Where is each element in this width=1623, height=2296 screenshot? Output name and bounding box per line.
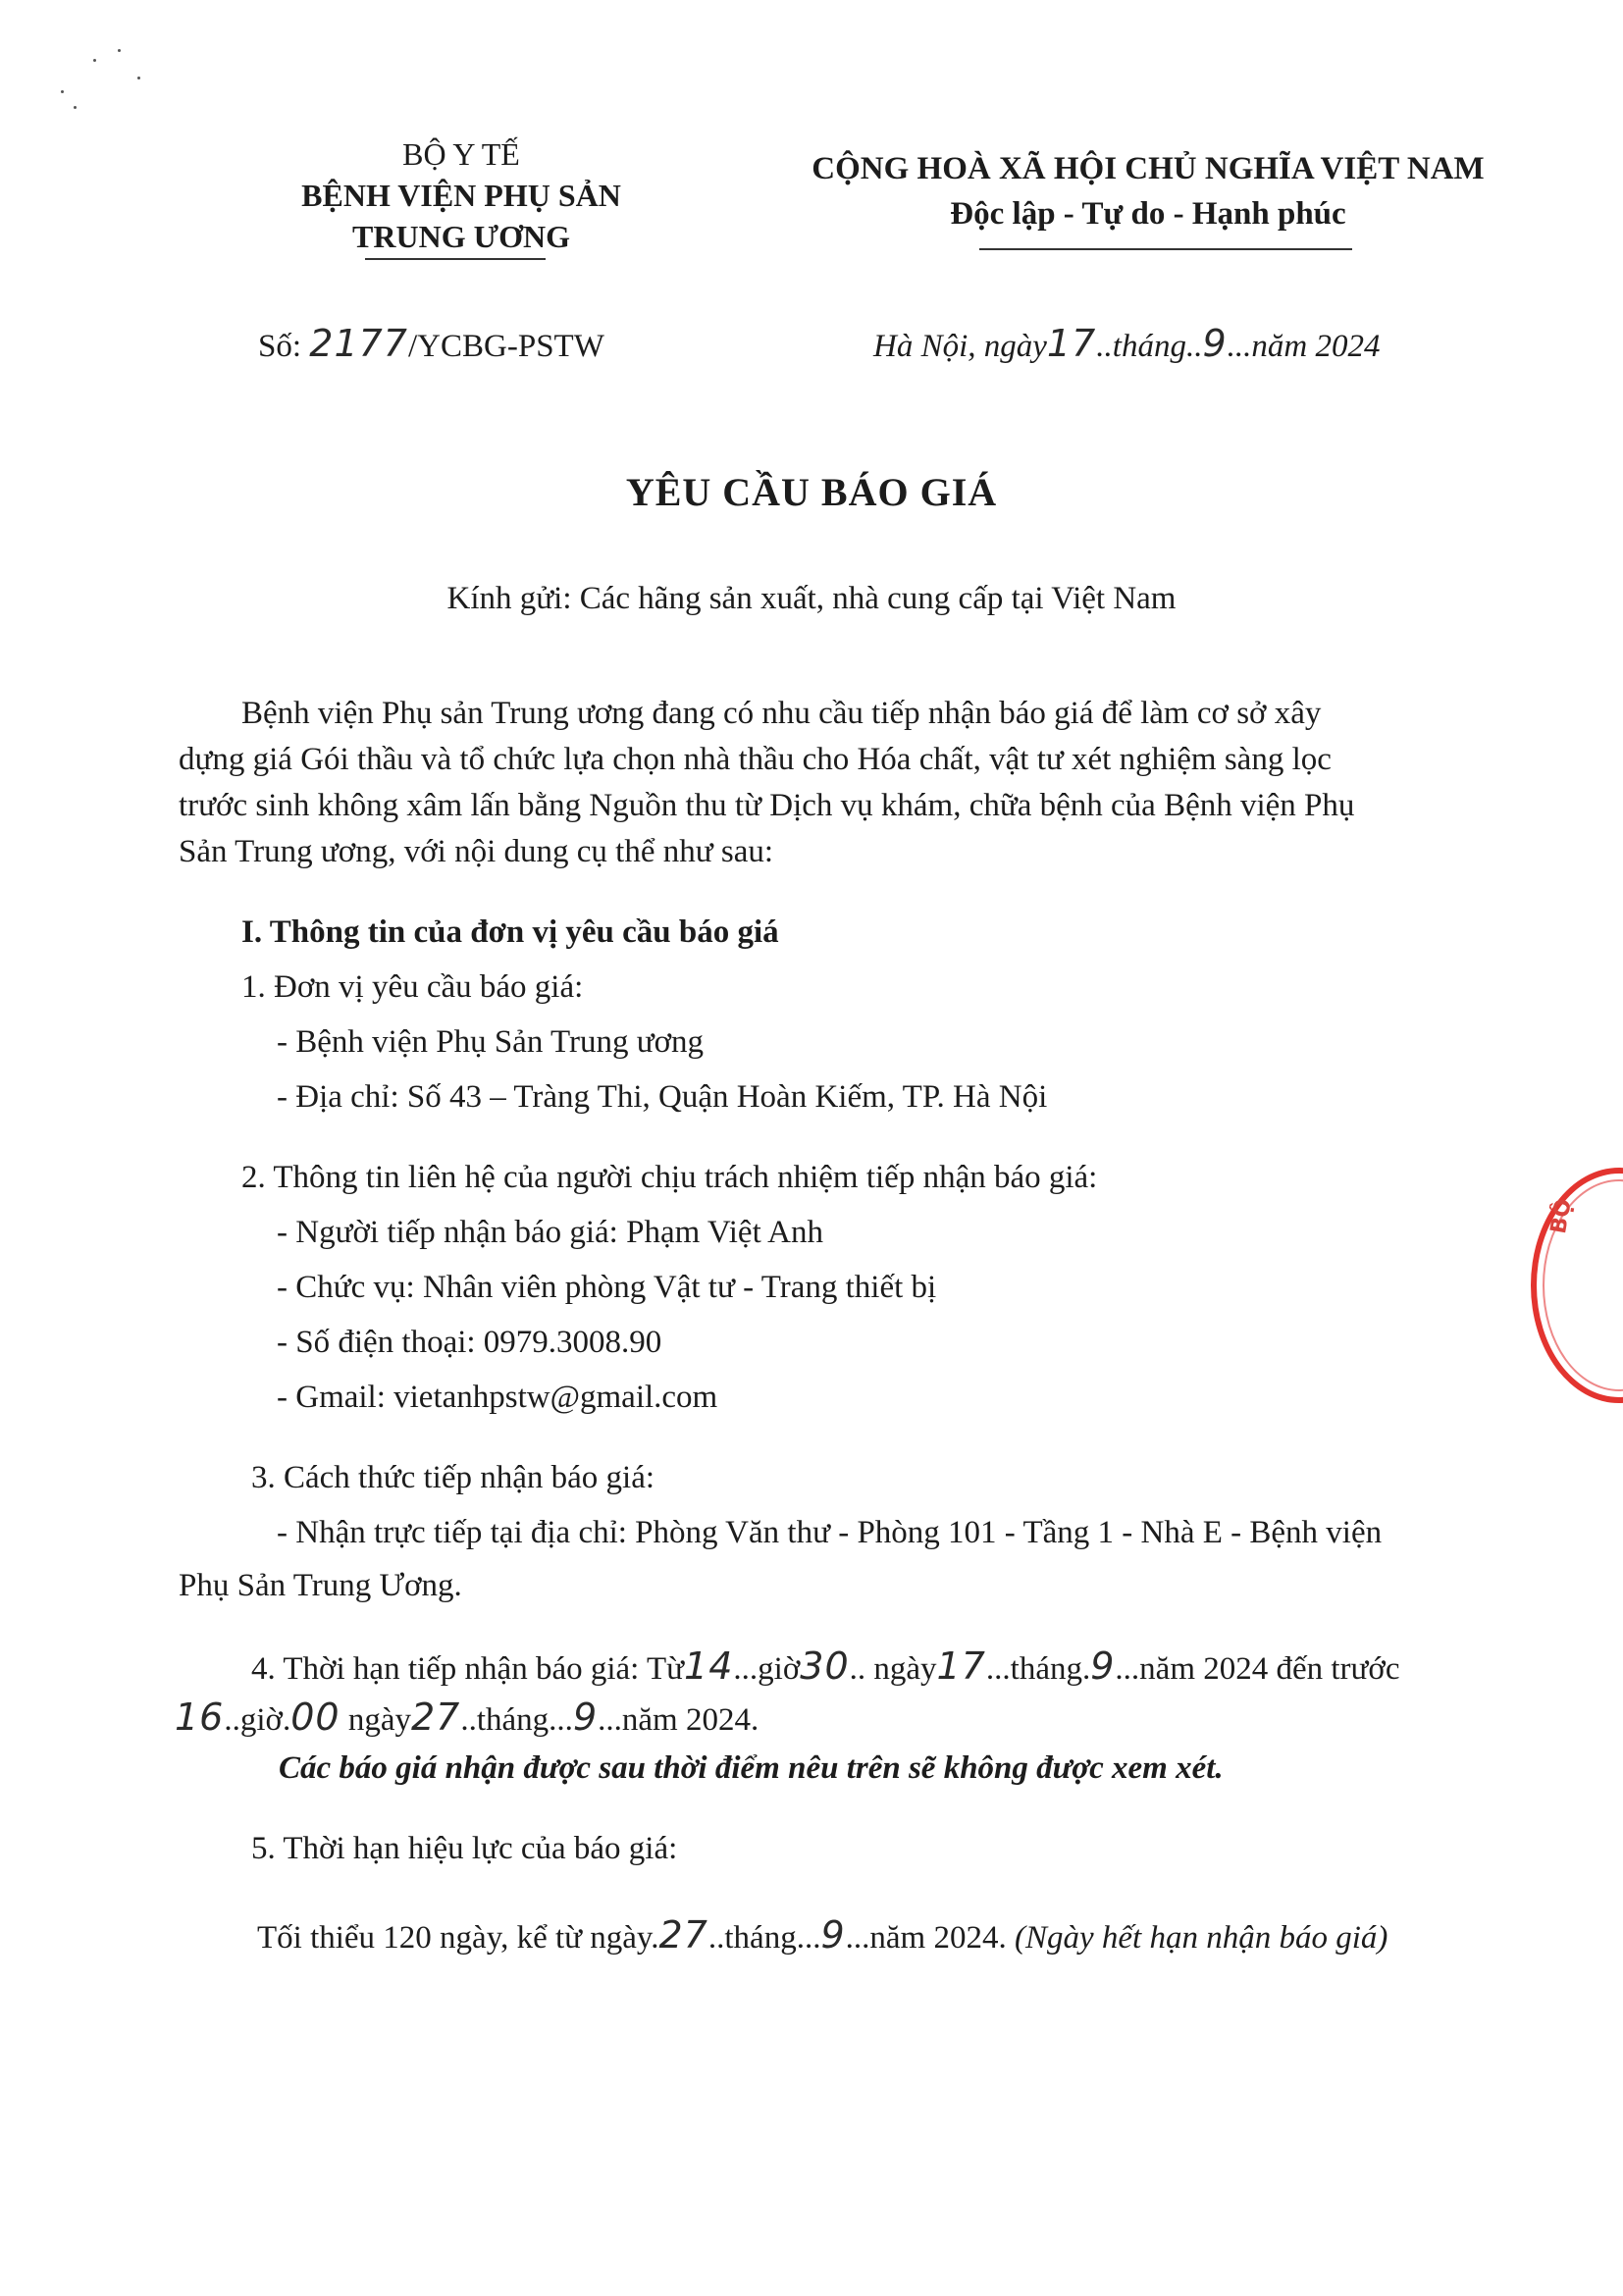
- from-day-handwritten: 17: [936, 1644, 986, 1688]
- country-name: CỘNG HOÀ XÃ HỘI CHỦ NGHĨA VIỆT NAM: [812, 151, 1485, 186]
- item3-label: 3. Cách thức tiếp nhận báo giá:: [251, 1460, 655, 1495]
- item1-address: - Địa chỉ: Số 43 – Tràng Thi, Quận Hoàn Kiếm, TP. Hà Nội: [277, 1079, 1048, 1115]
- to-minute-handwritten: 00: [290, 1696, 340, 1739]
- header-right-rule: [979, 248, 1352, 250]
- from-hour-handwritten: 14: [684, 1644, 734, 1688]
- reference-number: Số: 2177/YCBG-PSTW: [258, 322, 604, 365]
- item2-phone: - Số điện thoại: 0979.3008.90: [277, 1325, 662, 1360]
- validity-day-handwritten: 27: [658, 1913, 708, 1957]
- hospital-name-line1: BỆNH VIỆN PHỤ SẢN: [301, 178, 621, 213]
- from-month-handwritten: 9: [1090, 1644, 1116, 1688]
- scan-speck: [74, 106, 77, 109]
- scan-speck: [137, 77, 140, 79]
- item2-email: - Gmail: vietanhpstw@gmail.com: [277, 1380, 718, 1415]
- scan-speck: [93, 59, 96, 62]
- scan-speck: [118, 49, 121, 52]
- from-minute-handwritten: 30: [800, 1644, 850, 1688]
- intro-line: Sản Trung ương, với nội dung cụ thể như sau:: [179, 834, 774, 869]
- validity-note: (Ngày hết hạn nhận báo giá): [1014, 1920, 1388, 1956]
- intro-line: Bệnh viện Phụ sản Trung ương đang có nhu cầu tiếp nhận báo giá để làm cơ sở xây: [241, 696, 1322, 731]
- intro-line: trước sinh không xâm lấn bằng Nguồn thu từ Dịch vụ khám, chữa bệnh của Bệnh viện Phụ: [179, 788, 1355, 823]
- date-month-handwritten: 9: [1202, 322, 1228, 365]
- recipient-line: Kính gửi: Các hãng sản xuất, nhà cung cấp tại Việt Nam: [446, 581, 1177, 616]
- intro-line: dựng giá Gói thầu và tổ chức lựa chọn nhà thầu cho Hóa chất, vật tư xét nghiệm sàng lọc: [179, 742, 1332, 777]
- document-title: YÊU CẦU BÁO GIÁ: [625, 470, 998, 514]
- item5-validity: Tối thiểu 120 ngày, kể từ ngày.27..tháng...9...năm 2024. (Ngày hết hạn nhận báo giá): [257, 1913, 1388, 1957]
- ministry-name: BỘ Y TẾ: [402, 136, 520, 172]
- item4-line1: 4. Thời hạn tiếp nhận báo giá: Từ14...giờ30.. ngày17...tháng.9...năm 2024 đến trước: [251, 1644, 1400, 1688]
- item3-line1: - Nhận trực tiếp tại địa chỉ: Phòng Văn thư - Phòng 101 - Tầng 1 - Nhà E - Bệnh viện: [277, 1515, 1383, 1550]
- to-month-handwritten: 9: [572, 1696, 599, 1739]
- item5-label: 5. Thời hạn hiệu lực của báo giá:: [251, 1831, 678, 1866]
- hospital-name-line2: TRUNG ƯƠNG: [352, 219, 570, 254]
- item1-name: - Bệnh viện Phụ Sản Trung ương: [277, 1024, 705, 1060]
- item4-line2: 16..giờ.00 ngày27..tháng...9...năm 2024.: [175, 1696, 759, 1739]
- header-left: [294, 133, 628, 257]
- to-hour-handwritten: 16: [175, 1696, 225, 1739]
- section-heading: I. Thông tin của đơn vị yêu cầu báo giá: [241, 914, 779, 950]
- intro-paragraph: [179, 691, 1484, 875]
- stamp-text: BỘ: [1546, 1197, 1577, 1236]
- item3-line2: Phụ Sản Trung Ương.: [179, 1568, 462, 1603]
- item1-label: 1. Đơn vị yêu cầu báo giá:: [241, 969, 584, 1005]
- item4-note: Các báo giá nhận được sau thời điểm nêu trên sẽ không được xem xét.: [279, 1750, 1224, 1786]
- header-right: [795, 147, 1501, 237]
- to-day-handwritten: 27: [411, 1696, 461, 1739]
- national-motto: Độc lập - Tự do - Hạnh phúc: [950, 196, 1346, 232]
- validity-month-handwritten: 9: [820, 1913, 846, 1957]
- reference-handwritten: 2177: [309, 322, 408, 365]
- item2-label: 2. Thông tin liên hệ của người chịu trách nhiệm tiếp nhận báo giá:: [241, 1160, 1098, 1195]
- item2-position: - Chức vụ: Nhân viên phòng Vật tư - Trang thiết bị: [277, 1270, 937, 1305]
- date-day-handwritten: 17: [1046, 322, 1097, 365]
- scan-speck: [61, 90, 64, 93]
- header-left-rule: [365, 258, 546, 260]
- date-line: Hà Nội, ngày17..tháng..9...năm 2024: [873, 322, 1381, 365]
- item2-receiver: - Người tiếp nhận báo giá: Phạm Việt Anh: [277, 1215, 824, 1250]
